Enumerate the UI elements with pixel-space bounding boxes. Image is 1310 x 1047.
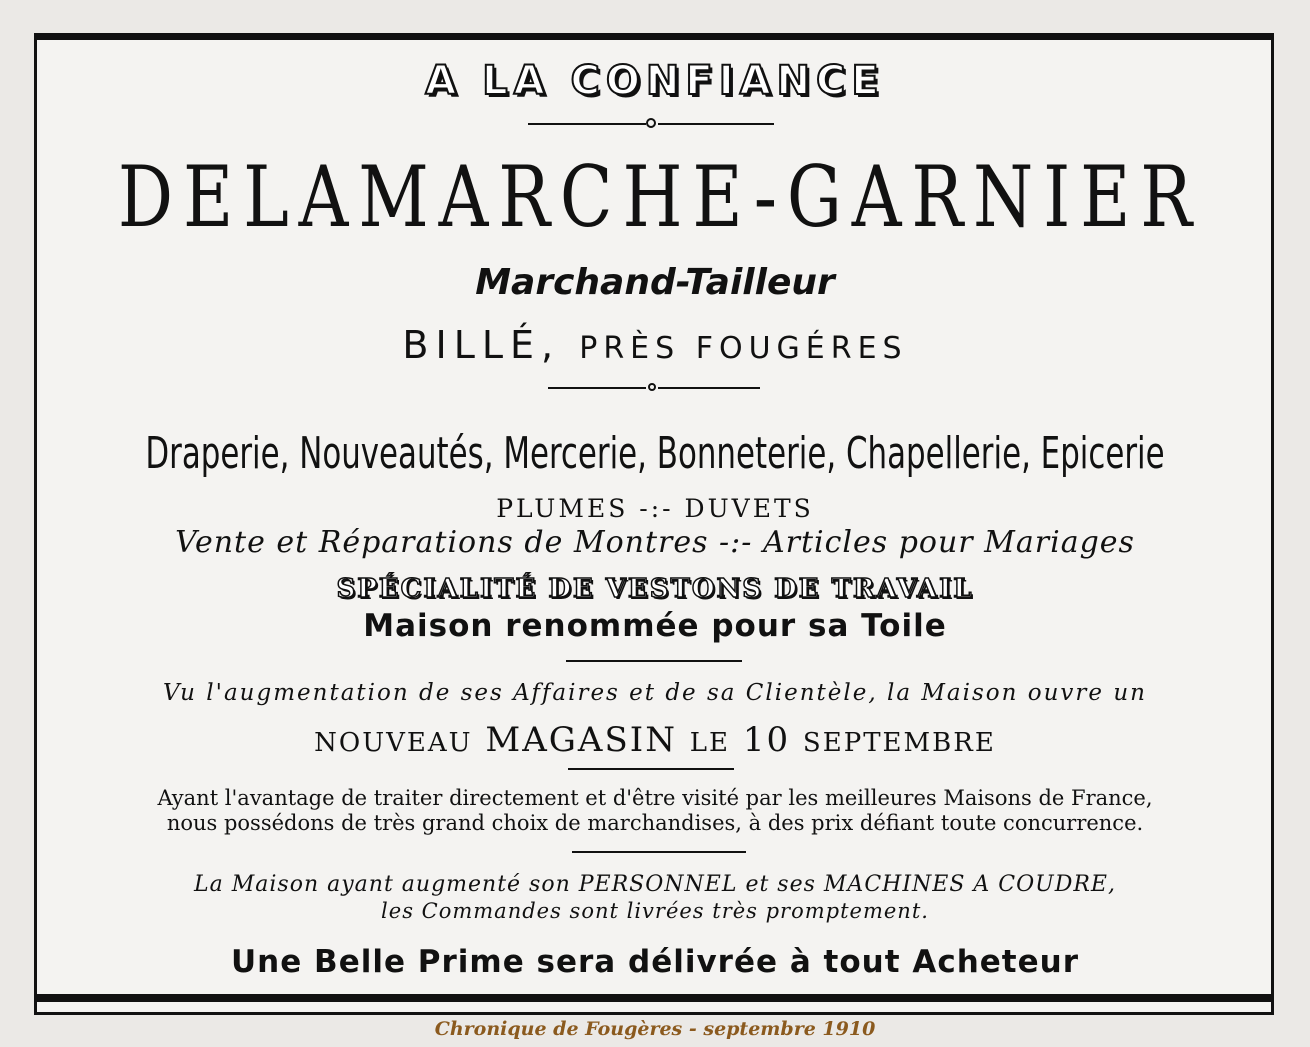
bottom-border-rule — [34, 994, 1274, 1002]
maison-line: Maison renommée pour sa Toile — [363, 608, 947, 644]
goods-list: Draperie, Nouveautés, Mercerie, Bonneterie, Chapellerie, Epicerie — [145, 428, 1165, 479]
vente-line: Vente et Réparations de Montres -:- Articles pour Mariages — [175, 525, 1135, 560]
speciality-line: SPÉCIALITÉ DE VESTONS DE TRAVAIL — [336, 574, 974, 604]
merchant-location — [0, 323, 1310, 367]
ayant-line-1: Ayant l'avantage de traiter directement et d'être visité par les meilleures Maisons de France, — [157, 786, 1153, 810]
merchant-trade: Marchand-Tailleur — [475, 262, 835, 303]
source-caption: Chronique de Fougères - septembre 1910 — [434, 1018, 876, 1040]
advert-title: A LA CONFIANCE — [425, 58, 885, 104]
new-shop-word-2: MAGASIN — [485, 720, 677, 760]
plumes-line: PLUMES -:- DUVETS — [496, 494, 814, 523]
new-shop-word-1: NOUVEAU — [314, 728, 473, 758]
divider-3 — [572, 851, 746, 853]
divider-1 — [566, 660, 742, 662]
divider-2 — [568, 768, 734, 770]
new-shop-word-5: SEPTEMBRE — [802, 728, 996, 758]
prime-line: Une Belle Prime sera délivrée à tout Acheteur — [231, 944, 1079, 980]
ornament-rule-right — [658, 123, 774, 125]
new-shop-word-4: 10 — [742, 720, 791, 760]
new-shop-line — [0, 720, 1310, 760]
vu-line: Vu l'augmentation de ses Affaires et de sa Clientèle, la Maison ouvre un — [163, 680, 1147, 706]
ornament-rule-left — [528, 123, 646, 125]
location-town: BILLÉ, — [402, 323, 561, 367]
ornament-rule-left-2 — [548, 387, 646, 389]
location-rest: PRÈS FOUGÉRES — [579, 331, 908, 366]
ayant-line-2: nous possédons de très grand choix de marchandises, à des prix défiant toute concurrence. — [166, 811, 1144, 835]
personnel-line-2: les Commandes sont livrées très promptement. — [381, 899, 929, 923]
new-shop-word-3: LE — [689, 728, 731, 758]
personnel-line-1: La Maison ayant augmenté son PERSONNEL et ses MACHINES A COUDRE, — [194, 872, 1116, 897]
ornament-dot-2 — [648, 383, 656, 391]
ornament-rule-right-2 — [658, 387, 760, 389]
merchant-name: DELAMARCHE-GARNIER — [117, 148, 1203, 246]
ornament-dot — [646, 118, 656, 128]
